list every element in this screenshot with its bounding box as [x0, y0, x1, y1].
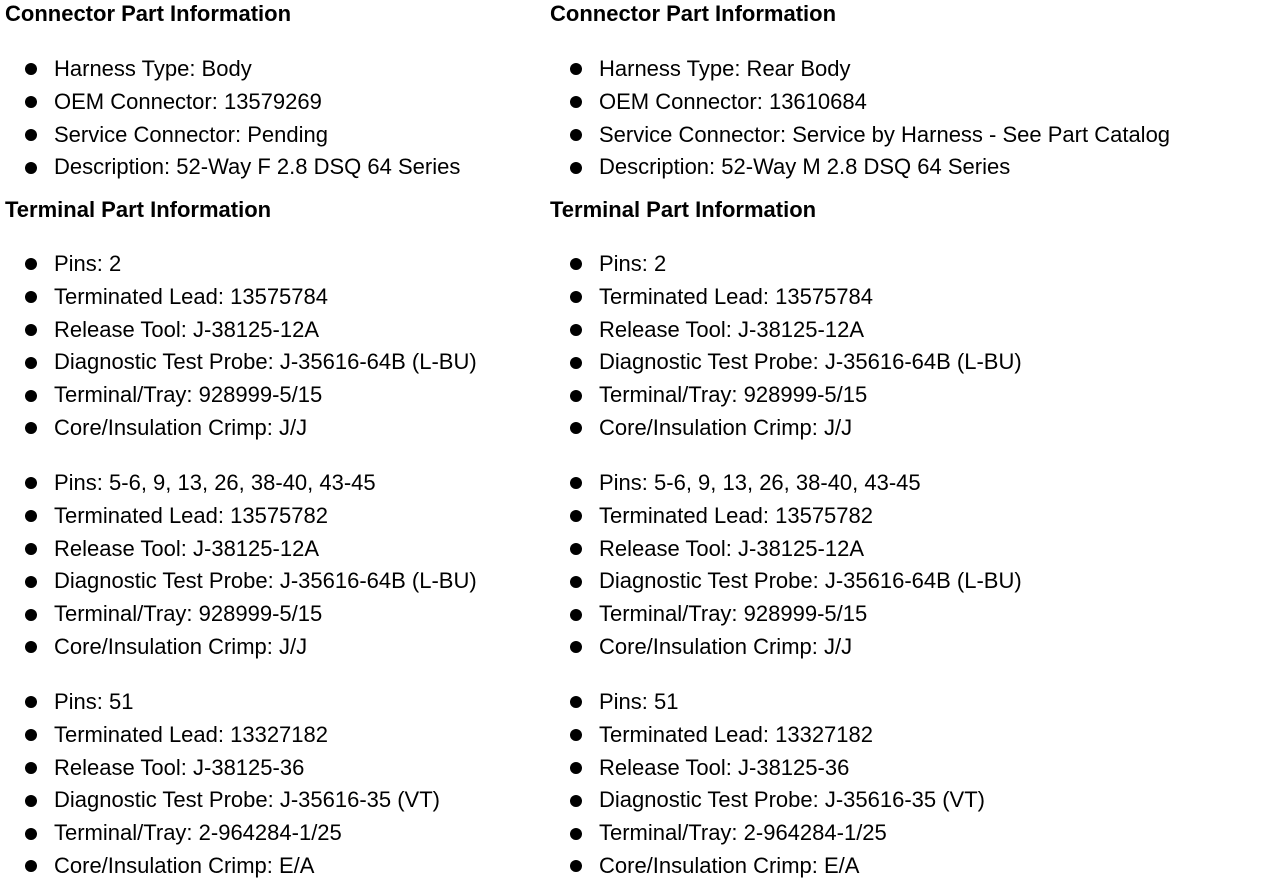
list-item — [550, 281, 1022, 314]
terminal-group-2 — [5, 467, 477, 664]
list-item — [550, 817, 985, 850]
bullet-icon — [25, 762, 37, 774]
list-item — [5, 119, 460, 152]
list-item — [550, 151, 1170, 184]
terminal-group-1 — [550, 248, 1022, 445]
list-item — [550, 314, 1022, 347]
core-insulation-crimp: Core/Insulation Crimp: E/A — [599, 852, 860, 878]
pins: Pins: 51 — [54, 689, 134, 714]
bullet-icon — [570, 860, 582, 872]
terminal-group-3 — [5, 686, 440, 883]
diagnostic-test-probe: Diagnostic Test Probe: J-35616-64B (L-BU) — [599, 568, 1022, 594]
bullet-icon — [570, 357, 582, 369]
bullet-icon — [570, 762, 582, 774]
list-item — [5, 346, 477, 379]
bullet-icon — [25, 543, 37, 555]
pins: Pins: 2 — [54, 251, 122, 276]
terminal-group-1 — [5, 248, 477, 445]
bullet-icon — [25, 162, 37, 174]
list-item — [550, 500, 1022, 533]
pins: Pins: 2 — [599, 251, 667, 276]
release-tool: Release Tool: J-38125-36 — [599, 754, 850, 780]
terminated-lead: Terminated Lead: 13575782 — [54, 502, 328, 528]
terminal-part-heading: Terminal Part Information — [5, 197, 272, 222]
terminated-lead: Terminated Lead: 13327182 — [599, 721, 873, 747]
bullet-icon — [25, 390, 37, 402]
list-item — [550, 53, 1170, 86]
list-item — [5, 379, 477, 412]
pins: Pins: 5-6, 9, 13, 26, 38-40, 43-45 — [54, 470, 376, 495]
list-item — [5, 817, 440, 850]
list-item — [550, 565, 1022, 598]
harness-type: Harness Type: Body — [54, 56, 252, 81]
terminal-tray: Terminal/Tray: 2-964284-1/25 — [599, 820, 887, 846]
bullet-icon — [25, 96, 37, 108]
bullet-icon — [570, 729, 582, 741]
bullet-icon — [570, 390, 582, 402]
terminated-lead: Terminated Lead: 13575784 — [599, 283, 873, 309]
list-item — [550, 533, 1022, 566]
bullet-icon — [570, 696, 582, 708]
list-item — [5, 719, 440, 752]
bullet-icon — [570, 510, 582, 522]
bullet-icon — [25, 258, 37, 270]
bullet-icon — [570, 828, 582, 840]
list-item — [5, 53, 460, 86]
terminated-lead: Terminated Lead: 13575782 — [599, 502, 873, 528]
list-item — [5, 467, 477, 500]
list-item — [5, 686, 440, 719]
list-item — [5, 151, 460, 184]
bullet-icon — [570, 795, 582, 807]
list-item — [5, 784, 440, 817]
bullet-icon — [25, 291, 37, 303]
bullet-icon — [25, 696, 37, 708]
list-item — [550, 119, 1170, 152]
core-insulation-crimp: Core/Insulation Crimp: J/J — [599, 414, 853, 440]
bullet-icon — [570, 258, 582, 270]
bullet-icon — [570, 641, 582, 653]
harness-type: Harness Type: Rear Body — [599, 56, 851, 81]
diagnostic-test-probe: Diagnostic Test Probe: J-35616-64B (L-BU) — [54, 568, 477, 594]
list-item — [5, 598, 477, 631]
list-item — [550, 467, 1022, 500]
bullet-icon — [25, 795, 37, 807]
list-item — [550, 719, 985, 752]
core-insulation-crimp: Core/Insulation Crimp: J/J — [599, 633, 853, 659]
core-insulation-crimp: Core/Insulation Crimp: J/J — [54, 633, 308, 659]
bullet-icon — [25, 129, 37, 141]
diagnostic-test-probe: Diagnostic Test Probe: J-35616-35 (VT) — [599, 787, 985, 813]
terminated-lead: Terminated Lead: 13575784 — [54, 283, 328, 309]
list-item — [5, 631, 477, 664]
bullet-icon — [25, 860, 37, 872]
release-tool: Release Tool: J-38125-12A — [54, 535, 319, 561]
service-connector: Service Connector: Service by Harness - See Part Catalog — [599, 121, 1171, 147]
connector-part-list — [5, 53, 460, 184]
bullet-icon — [25, 324, 37, 336]
bullet-icon — [570, 477, 582, 489]
bullet-icon — [25, 609, 37, 621]
list-item — [550, 346, 1022, 379]
release-tool: Release Tool: J-38125-12A — [54, 316, 319, 342]
list-item — [5, 314, 477, 347]
bullet-icon — [570, 543, 582, 555]
list-item — [5, 533, 477, 566]
list-item — [550, 850, 985, 883]
bullet-icon — [25, 510, 37, 522]
connector-part-heading: Connector Part Information — [5, 1, 292, 26]
list-item — [550, 631, 1022, 664]
list-item — [5, 752, 440, 785]
list-item — [550, 686, 985, 719]
terminal-tray: Terminal/Tray: 928999-5/15 — [599, 382, 868, 408]
pins: Pins: 51 — [599, 689, 679, 714]
list-item — [550, 86, 1170, 119]
terminal-tray: Terminal/Tray: 928999-5/15 — [599, 601, 868, 627]
list-item — [5, 850, 440, 883]
list-item — [5, 281, 477, 314]
terminal-group-3 — [550, 686, 985, 883]
bullet-icon — [25, 729, 37, 741]
description: Description: 52-Way M 2.8 DSQ 64 Series — [599, 154, 1011, 180]
release-tool: Release Tool: J-38125-36 — [54, 754, 305, 780]
bullet-icon — [570, 609, 582, 621]
connector-part-heading: Connector Part Information — [550, 1, 837, 26]
bullet-icon — [570, 63, 582, 75]
list-item — [550, 598, 1022, 631]
list-item — [5, 500, 477, 533]
terminal-tray: Terminal/Tray: 928999-5/15 — [54, 601, 323, 627]
bullet-icon — [570, 422, 582, 434]
core-insulation-crimp: Core/Insulation Crimp: E/A — [54, 852, 315, 878]
list-item — [550, 752, 985, 785]
terminal-part-heading: Terminal Part Information — [550, 197, 817, 222]
bullet-icon — [25, 828, 37, 840]
bullet-icon — [25, 477, 37, 489]
bullet-icon — [570, 324, 582, 336]
list-item — [550, 248, 1022, 281]
bullet-icon — [25, 422, 37, 434]
bullet-icon — [25, 641, 37, 653]
core-insulation-crimp: Core/Insulation Crimp: J/J — [54, 414, 308, 440]
diagnostic-test-probe: Diagnostic Test Probe: J-35616-64B (L-BU) — [599, 349, 1022, 375]
bullet-icon — [570, 576, 582, 588]
release-tool: Release Tool: J-38125-12A — [599, 535, 864, 561]
list-item — [5, 412, 477, 445]
bullet-icon — [25, 576, 37, 588]
list-item — [5, 248, 477, 281]
bullet-icon — [570, 129, 582, 141]
connector-part-list — [550, 53, 1170, 184]
terminal-group-2 — [550, 467, 1022, 664]
list-item — [5, 565, 477, 598]
terminal-tray: Terminal/Tray: 928999-5/15 — [54, 382, 323, 408]
bullet-icon — [570, 96, 582, 108]
terminated-lead: Terminated Lead: 13327182 — [54, 721, 328, 747]
oem-connector: OEM Connector: 13610684 — [599, 88, 867, 114]
list-item — [550, 784, 985, 817]
list-item — [550, 379, 1022, 412]
bullet-icon — [570, 162, 582, 174]
bullet-icon — [25, 63, 37, 75]
description: Description: 52-Way F 2.8 DSQ 64 Series — [54, 154, 461, 180]
pins: Pins: 5-6, 9, 13, 26, 38-40, 43-45 — [599, 470, 921, 495]
list-item — [550, 412, 1022, 445]
release-tool: Release Tool: J-38125-12A — [599, 316, 864, 342]
diagnostic-test-probe: Diagnostic Test Probe: J-35616-35 (VT) — [54, 787, 440, 813]
service-connector: Service Connector: Pending — [54, 121, 328, 147]
diagnostic-test-probe: Diagnostic Test Probe: J-35616-64B (L-BU) — [54, 349, 477, 375]
list-item — [5, 86, 460, 119]
bullet-icon — [570, 291, 582, 303]
bullet-icon — [25, 357, 37, 369]
oem-connector: OEM Connector: 13579269 — [54, 88, 322, 114]
terminal-tray: Terminal/Tray: 2-964284-1/25 — [54, 820, 342, 846]
